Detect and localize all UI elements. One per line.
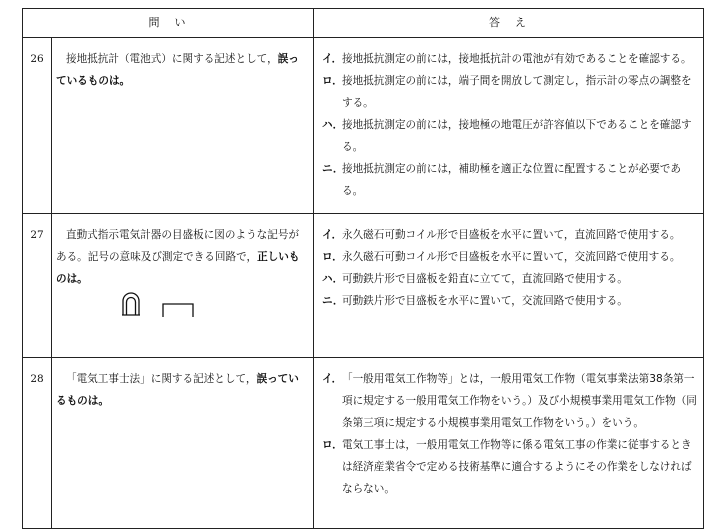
answer-option-i[interactable]	[320, 368, 697, 434]
question-text-cell	[52, 38, 314, 214]
answer-list	[320, 48, 697, 202]
exam-table	[22, 8, 704, 529]
question-column-header: 問 い	[23, 9, 314, 38]
answer-option-ro[interactable]	[320, 246, 697, 268]
question-text-cell	[52, 358, 314, 529]
answer-text: 接地抵抗測定の前には，端子間を開放して測定し，指示計の零点の調整をする。	[342, 75, 692, 109]
answer-mark: ハ．	[322, 273, 344, 285]
question-emphasis: 誤っているものは。	[56, 373, 299, 407]
answer-mark: イ．	[322, 229, 343, 241]
question-emphasis: 誤っているものは。	[56, 53, 299, 87]
horizontal-position-symbol-icon	[162, 302, 194, 318]
answer-text: 接地抵抗測定の前には，接地抵抗計の電池が有効であることを確認する。	[342, 53, 692, 65]
question-text: 「電気工事士法」に関する記述として，	[66, 373, 257, 385]
question-number: 26	[23, 38, 52, 214]
question-number: 28	[23, 358, 52, 529]
answer-mark: ロ．	[322, 439, 343, 451]
answer-mark: ニ．	[322, 163, 344, 175]
answer-option-i[interactable]	[320, 48, 697, 70]
answer-option-ro[interactable]	[320, 434, 697, 500]
question-row-28	[23, 358, 704, 529]
answer-column-header: 答 え	[314, 9, 704, 38]
answer-text: 接地抵抗測定の前には，接地極の地電圧が許容値以下であることを確認する。	[342, 119, 692, 153]
answer-list	[320, 368, 697, 500]
answer-mark: ロ．	[322, 75, 343, 87]
answer-option-ni[interactable]	[320, 158, 697, 202]
moving-coil-symbol-icon	[122, 292, 140, 316]
answer-option-ni[interactable]	[320, 290, 697, 312]
question-text-cell	[52, 214, 314, 358]
answer-text: 「一般用電気工作物等」とは，一般用電気工作物（電気事業法第38条第一項に規定する一般用電気工作物をいう。）及び小規模事業用電気工作物（同条第三項に規定する小規模事業用電気工作物をいう。）をいう。	[342, 373, 697, 429]
question-emphasis: 正しいものは。	[56, 251, 300, 285]
answer-list	[320, 224, 697, 312]
question-text: 接地抵抗計（電池式）に関する記述として，	[66, 53, 278, 65]
answer-mark: ハ．	[322, 119, 344, 131]
answer-mark: ニ．	[322, 295, 344, 307]
answer-cell	[314, 214, 704, 358]
answer-option-i[interactable]	[320, 224, 697, 246]
question-number: 27	[23, 214, 52, 358]
answer-mark: イ．	[322, 373, 343, 385]
question-row-26	[23, 38, 704, 214]
answer-cell	[314, 38, 704, 214]
answer-text: 接地抵抗測定の前には，補助極を適正な位置に配置することが必要である。	[342, 163, 681, 197]
table-header-row	[23, 9, 704, 38]
answer-option-ha[interactable]	[320, 268, 697, 290]
question-text: 直動式指示電気計器の目盛板に図のような記号がある。記号の意味及び測定できる回路で，	[56, 229, 300, 263]
answer-cell	[314, 358, 704, 529]
answer-option-ha[interactable]	[320, 114, 697, 158]
answer-text: 電気工事士は，一般用電気工作物等に係る電気工事の作業に従事するときは経済産業省令で定める技術基準に適合するようにその作業をしなければならない。	[342, 439, 692, 495]
answer-text: 永久磁石可動コイル形で目盛板を水平に置いて，直流回路で使用する。	[342, 229, 681, 241]
answer-option-ro[interactable]	[320, 70, 697, 114]
answer-text: 可動鉄片形で目盛板を水平に置いて，交流回路で使用する。	[342, 295, 628, 307]
answer-text: 可動鉄片形で目盛板を鉛直に立てて，直流回路で使用する。	[342, 273, 628, 285]
answer-text: 永久磁石可動コイル形で目盛板を水平に置いて，交流回路で使用する。	[342, 251, 681, 263]
question-row-27	[23, 214, 704, 358]
meter-symbol-figure	[56, 290, 309, 324]
answer-mark: イ．	[322, 53, 343, 65]
answer-mark: ロ．	[322, 251, 343, 263]
